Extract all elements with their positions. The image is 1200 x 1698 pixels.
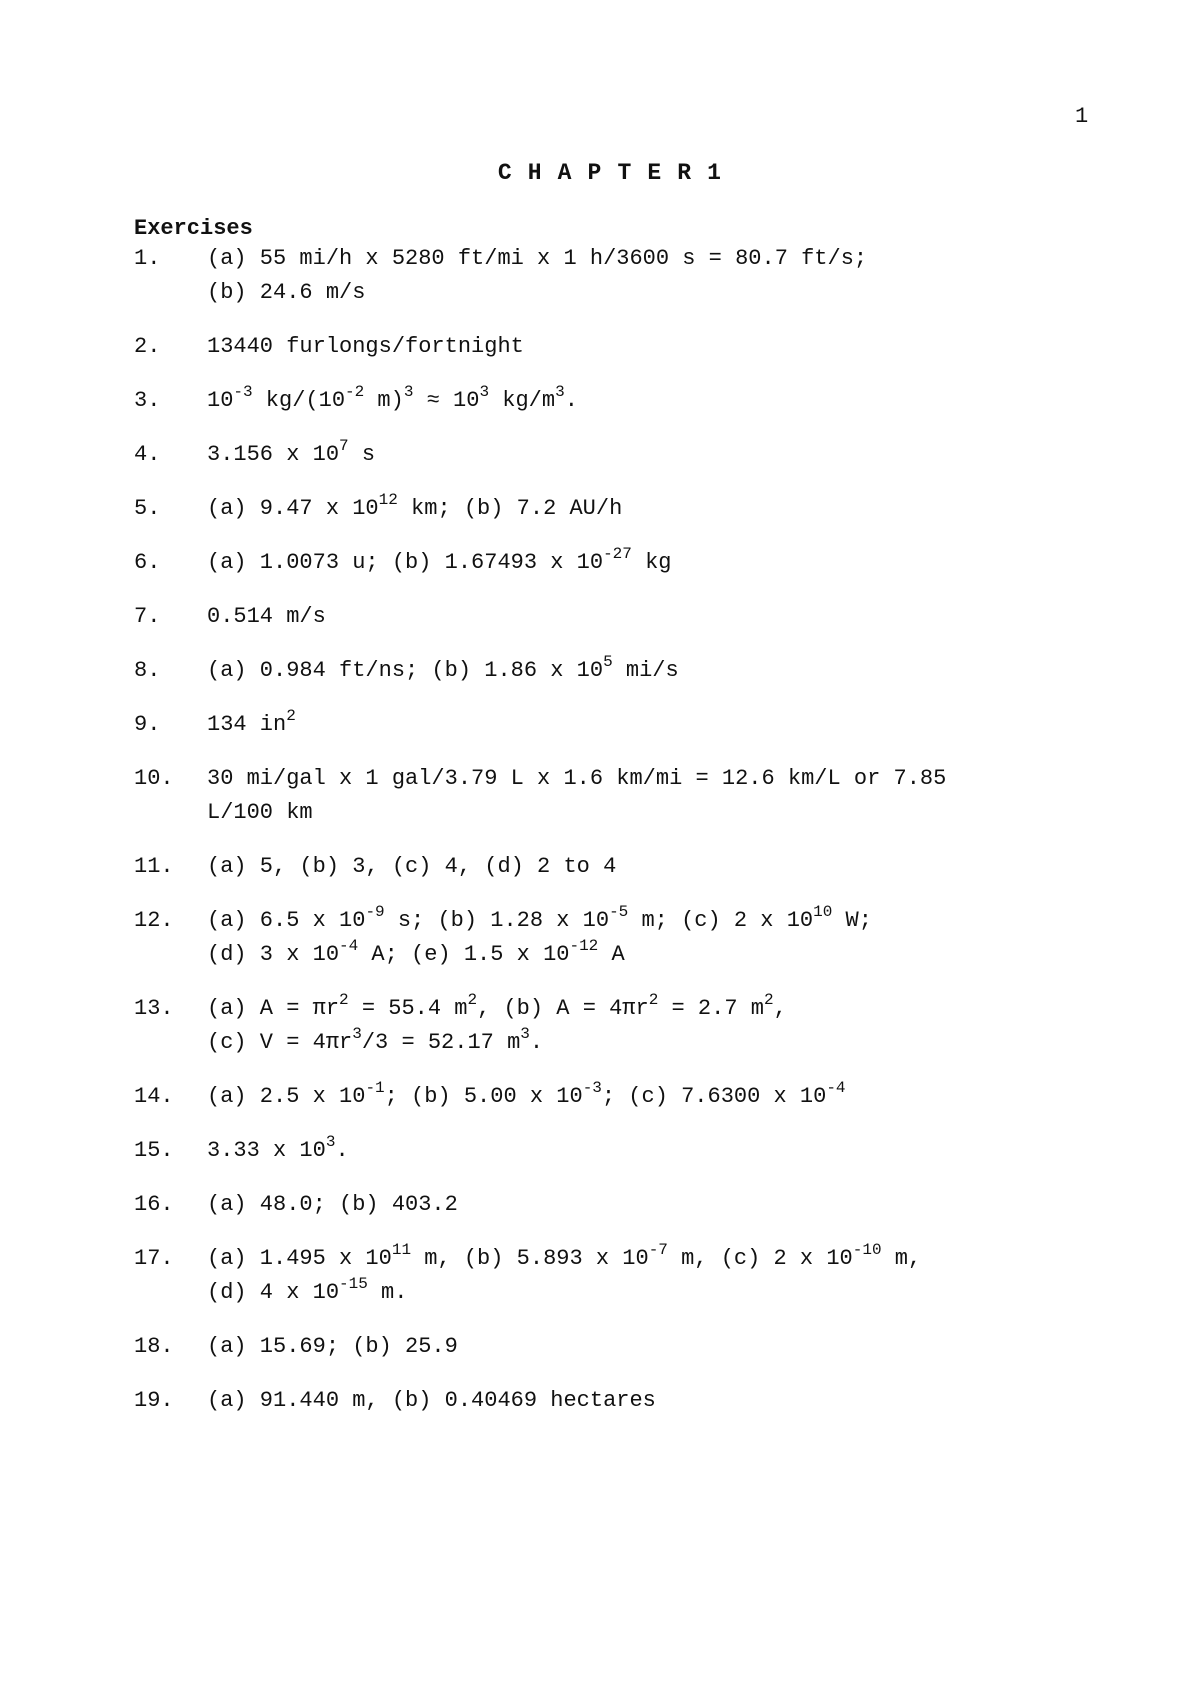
answer-line [207, 492, 1134, 526]
answer-text: m, (c) 2 x 10 [667, 1246, 853, 1271]
exercise-answer [207, 546, 1134, 580]
answer-text: (a) 91.440 m, (b) 0.40469 hectares [207, 1388, 656, 1413]
exercise-answer [207, 492, 1134, 526]
exercise-answer [207, 1188, 1134, 1222]
answer-text: = 55.4 m [348, 996, 468, 1021]
exponent: 2 [286, 706, 296, 725]
answer-text: (a) 5, (b) 3, (c) 4, (d) 2 to 4 [207, 854, 617, 879]
exercise-number: 3. [134, 388, 161, 413]
exponent: -9 [365, 902, 385, 921]
answer-text: kg/(10 [252, 388, 346, 413]
exercise-answer [207, 1330, 1134, 1364]
exercise-number: 4. [134, 442, 161, 467]
answer-text: (a) A = πr [207, 996, 340, 1021]
exercise-answer [207, 1080, 1134, 1114]
exercise-item [134, 438, 1134, 472]
answer-text: = 2.7 m [658, 996, 764, 1021]
exponent: 2 [648, 990, 659, 1009]
exercise-answer [207, 850, 1134, 884]
exponent: 12 [378, 490, 398, 509]
exercise-number: 9. [134, 712, 161, 737]
answer-line [207, 384, 1134, 418]
answer-line [207, 330, 1134, 364]
answer-text: 134 in [207, 712, 287, 737]
exercise-number: 17. [134, 1246, 174, 1271]
exponent: 2 [467, 990, 478, 1009]
exercise-item [134, 546, 1134, 580]
exercise-number: 14. [134, 1084, 174, 1109]
answer-line [207, 276, 1134, 310]
exercise-item [134, 330, 1134, 364]
answer-text: (d) 4 x 10 [207, 1280, 340, 1305]
answer-text: kg [631, 550, 672, 575]
exponent: -5 [609, 902, 629, 921]
answer-text: mi/s [612, 658, 679, 683]
answer-text: 13440 furlongs/fortnight [207, 334, 524, 359]
answer-text: 10 [207, 388, 234, 413]
exercise-number: 7. [134, 604, 161, 629]
exponent: 3 [352, 1024, 362, 1043]
answer-text: ≈ 10 [413, 388, 480, 413]
exercise-item [134, 708, 1134, 742]
section-heading: Exercises [134, 216, 253, 241]
exercise-answer [207, 1384, 1134, 1418]
exponent: -2 [345, 382, 365, 401]
exponent: 2 [339, 990, 349, 1009]
answer-line [207, 850, 1134, 884]
answer-text: A; (e) 1.5 x 10 [358, 942, 570, 967]
answer-text: . [335, 1138, 349, 1163]
exercise-list [134, 242, 1134, 1438]
exercise-number: 13. [134, 996, 174, 1021]
exercise-answer [207, 242, 1134, 310]
exponent: -15 [339, 1274, 368, 1293]
exercise-item [134, 1188, 1134, 1222]
exercise-answer [207, 600, 1134, 634]
answer-text: /3 = 52.17 m [361, 1030, 521, 1055]
page-number: 1 [1075, 104, 1089, 129]
answer-text: L/100 km [207, 800, 313, 825]
answer-line [207, 1080, 1134, 1114]
answer-line [207, 992, 1134, 1026]
exercise-number: 18. [134, 1334, 174, 1359]
exponent: 3 [520, 1024, 530, 1043]
exercise-answer [207, 1242, 1134, 1310]
exercise-number: 12. [134, 908, 174, 933]
answer-line [207, 938, 1134, 972]
exercise-number: 16. [134, 1192, 174, 1217]
answer-line [207, 242, 1134, 276]
exercise-answer [207, 384, 1134, 418]
exponent: 5 [603, 652, 613, 671]
answer-text: m) [364, 388, 404, 413]
answer-text: m, [881, 1246, 922, 1271]
exercise-item [134, 904, 1134, 972]
answer-text: . [529, 1030, 544, 1055]
answer-text: A [598, 942, 625, 967]
answer-text: (a) 0.984 ft/ns; (b) 1.86 x 10 [207, 658, 604, 683]
answer-line [207, 708, 1134, 742]
answer-text: s [348, 442, 376, 467]
answer-text: ; (c) 7.6300 x 10 [601, 1084, 827, 1109]
answer-text: (a) 15.69; (b) 25.9 [207, 1334, 458, 1359]
answer-text: (a) 6.5 x 10 [207, 908, 366, 933]
answer-line [207, 1026, 1134, 1060]
exercise-item [134, 1384, 1134, 1418]
answer-text: 30 mi/gal x 1 gal/3.79 L x 1.6 km/mi = 12.6 km/L or 7.85 [207, 766, 947, 791]
answer-text: W; [832, 908, 872, 933]
exercise-answer [207, 708, 1134, 742]
chapter-title: C H A P T E R 1 [497, 160, 723, 186]
exponent: 2 [763, 990, 774, 1009]
exponent: 7 [339, 436, 349, 455]
answer-text: (a) 9.47 x 10 [207, 496, 379, 521]
exercise-number: 11. [134, 854, 174, 879]
exercise-answer [207, 654, 1134, 688]
exponent: -4 [826, 1078, 846, 1097]
answer-text: (c) V = 4πr [207, 1030, 353, 1055]
exponent: -3 [233, 382, 253, 401]
exercise-number: 8. [134, 658, 161, 683]
answer-text: (a) 1.0073 u; (b) 1.67493 x 10 [207, 550, 604, 575]
answer-line [207, 654, 1134, 688]
answer-line [207, 796, 1134, 830]
answer-text: kg/m [489, 388, 556, 413]
exercise-answer [207, 762, 1134, 830]
answer-line [207, 1134, 1134, 1168]
exercise-item [134, 850, 1134, 884]
answer-text: , (b) A = 4πr [477, 996, 649, 1021]
answer-text: 3.33 x 10 [207, 1138, 326, 1163]
exponent: -4 [339, 936, 359, 955]
answer-line [207, 438, 1134, 472]
exercise-answer [207, 330, 1134, 364]
answer-text: (a) 1.495 x 10 [207, 1246, 392, 1271]
exercise-number: 2. [134, 334, 161, 359]
answer-line [207, 1188, 1134, 1222]
exercise-item [134, 600, 1134, 634]
exercise-item [134, 1330, 1134, 1364]
answer-line [207, 762, 1134, 796]
exercise-number: 1. [134, 246, 161, 271]
exercise-number: 15. [134, 1138, 174, 1163]
answer-text: (a) 55 mi/h x 5280 ft/mi x 1 h/3600 s = 80.7 ft/s; [207, 246, 868, 271]
exercise-item [134, 1134, 1134, 1168]
exponent: -27 [603, 544, 632, 563]
answer-text: ; (b) 5.00 x 10 [384, 1084, 583, 1109]
exercise-item [134, 492, 1134, 526]
exercise-answer [207, 1134, 1134, 1168]
exercise-item [134, 762, 1134, 830]
exercise-item [134, 654, 1134, 688]
exponent: 3 [403, 382, 414, 401]
answer-line [207, 1276, 1134, 1310]
exponent: 11 [391, 1240, 412, 1259]
answer-line [207, 546, 1134, 580]
exponent: 3 [479, 382, 490, 401]
answer-line [207, 600, 1134, 634]
exercise-answer [207, 992, 1134, 1060]
answer-text: (d) 3 x 10 [207, 942, 340, 967]
answer-text: 3.156 x 10 [207, 442, 340, 467]
answer-text: , [773, 996, 787, 1021]
exponent: 3 [325, 1132, 336, 1151]
answer-line [207, 1384, 1134, 1418]
answer-line [207, 1330, 1134, 1364]
exercise-item [134, 992, 1134, 1060]
exponent: -12 [569, 936, 599, 955]
exercise-item [134, 1242, 1134, 1310]
answer-text: . [564, 388, 578, 413]
answer-text: (a) 2.5 x 10 [207, 1084, 366, 1109]
exponent: 10 [813, 902, 833, 921]
exercise-number: 10. [134, 766, 174, 791]
exercise-number: 5. [134, 496, 161, 521]
answer-text: 0.514 m/s [207, 604, 326, 629]
answer-text: m; (c) 2 x 10 [628, 908, 814, 933]
exercise-item [134, 242, 1134, 310]
exercise-number: 6. [134, 550, 161, 575]
exercise-item [134, 384, 1134, 418]
answer-text: m. [367, 1280, 408, 1305]
exercise-number: 19. [134, 1388, 174, 1413]
answer-text: (a) 48.0; (b) 403.2 [207, 1192, 458, 1217]
answer-text: (b) 24.6 m/s [207, 280, 366, 305]
exponent: -1 [365, 1078, 385, 1097]
answer-text: km; (b) 7.2 AU/h [397, 496, 623, 521]
exponent: 3 [555, 382, 565, 401]
exponent: -7 [648, 1240, 668, 1259]
answer-text: s; (b) 1.28 x 10 [384, 908, 610, 933]
exponent: -10 [852, 1240, 882, 1259]
exercise-answer [207, 438, 1134, 472]
answer-line [207, 1242, 1134, 1276]
exercise-answer [207, 904, 1134, 972]
answer-line [207, 904, 1134, 938]
answer-text: m, (b) 5.893 x 10 [411, 1246, 649, 1271]
exercise-item [134, 1080, 1134, 1114]
exponent: -3 [582, 1078, 602, 1097]
